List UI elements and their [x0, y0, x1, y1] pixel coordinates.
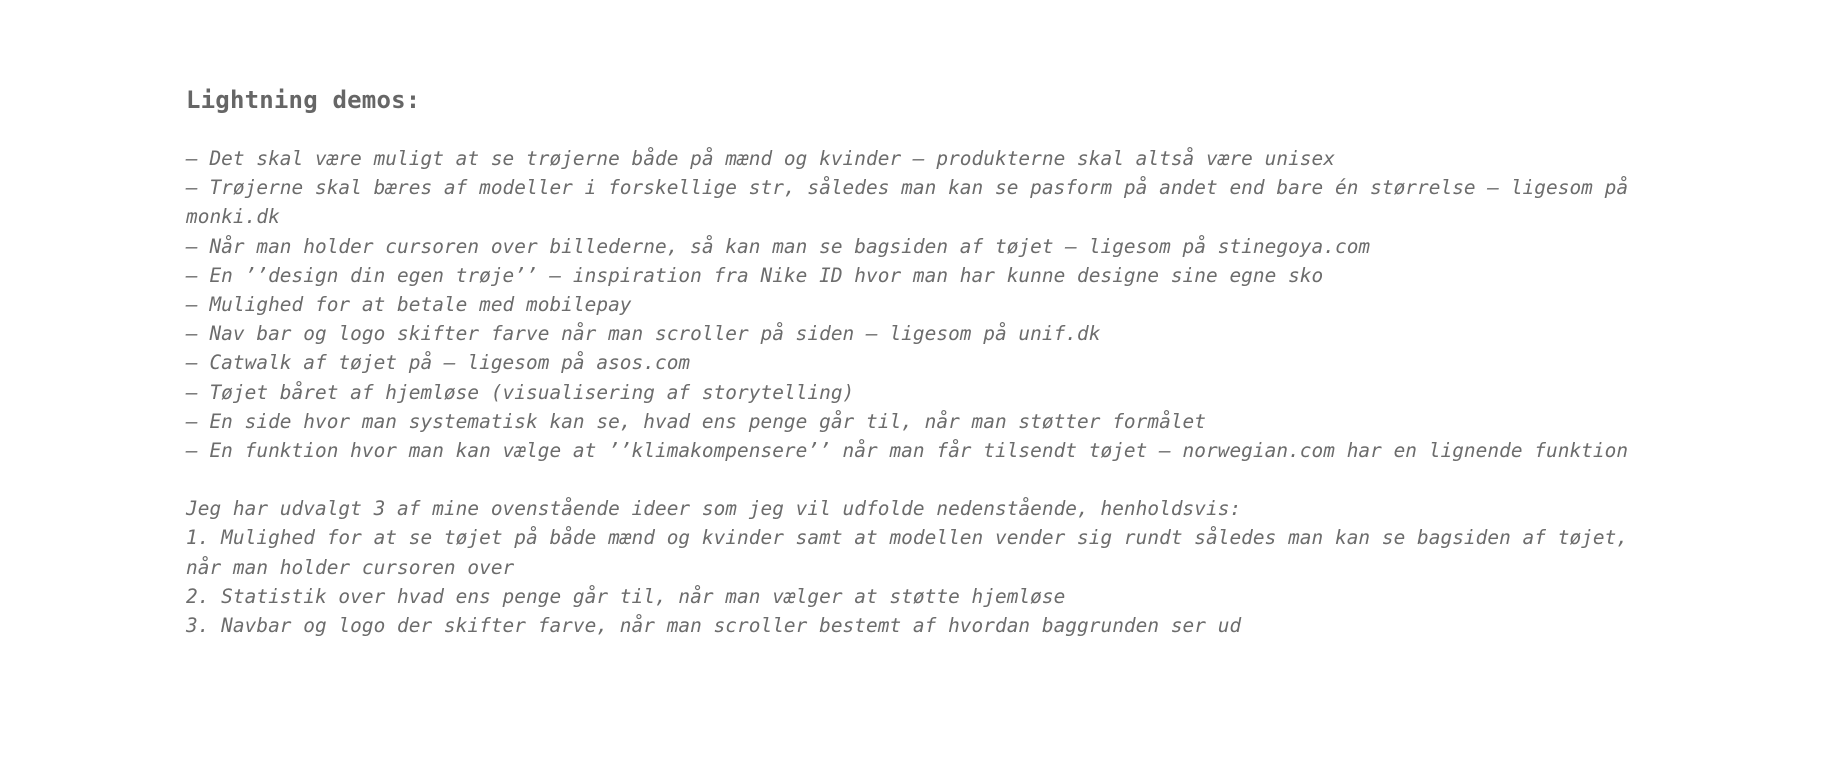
paragraph-spacer: [186, 465, 1656, 494]
list-item: – Trøjerne skal bæres af modeller i forskellige str, således man kan se pasform på andet end bare én størrelse – ligesom på monki.dk: [186, 176, 1629, 229]
selected-ideas-list: [186, 523, 1656, 640]
list-item: – En side hvor man systematisk kan se, hvad ens penge går til, når man støtter formålet: [186, 409, 1206, 433]
document-body: [186, 84, 1656, 640]
list-item: – Mulighed for at betale med mobilepay: [186, 293, 632, 317]
page-title: Lightning demos:: [186, 86, 421, 114]
list-item: – Catwalk af tøjet på – ligesom på asos.com: [186, 351, 691, 375]
ideas-list: [186, 144, 1656, 465]
selected-item: 1. Mulighed for at se tøjet på både mænd og kvinder samt at modellen vender sig rundt således man kan se bagsiden af tøjet, når man holder cursoren over: [186, 526, 1629, 579]
list-item: – En ’’design din egen trøje’’ – inspiration fra Nike ID hvor man har kunne designe sine egne sko: [186, 263, 1324, 287]
selected-item: 3. Navbar og logo der skifter farve, når man scroller bestemt af hvordan baggrunden ser ud: [186, 614, 1242, 638]
selected-item: 2. Statistik over hvad ens penge går til, når man vælger at støtte hjemløse: [186, 584, 1066, 608]
list-item: – Når man holder cursoren over billederne, så kan man se bagsiden af tøjet – ligesom på stinegoya.com: [186, 234, 1371, 258]
selection-intro: Jeg har udvalgt 3 af mine ovenstående ideer som jeg vil udfolde nedenstående, henholdsvis:: [186, 497, 1242, 521]
list-item: – Tøjet båret af hjemløse (visualisering af storytelling): [186, 380, 855, 404]
list-item: – Det skal være muligt at se trøjerne både på mænd og kvinder – produkterne skal altså være unisex: [186, 147, 1335, 170]
list-item: – En funktion hvor man kan vælge at ’’klimakompensere’’ når man får tilsendt tøjet – norwegian.com har en lignende funktion: [186, 439, 1629, 463]
list-item: – Nav bar og logo skifter farve når man scroller på siden – ligesom på unif.dk: [186, 322, 1101, 346]
